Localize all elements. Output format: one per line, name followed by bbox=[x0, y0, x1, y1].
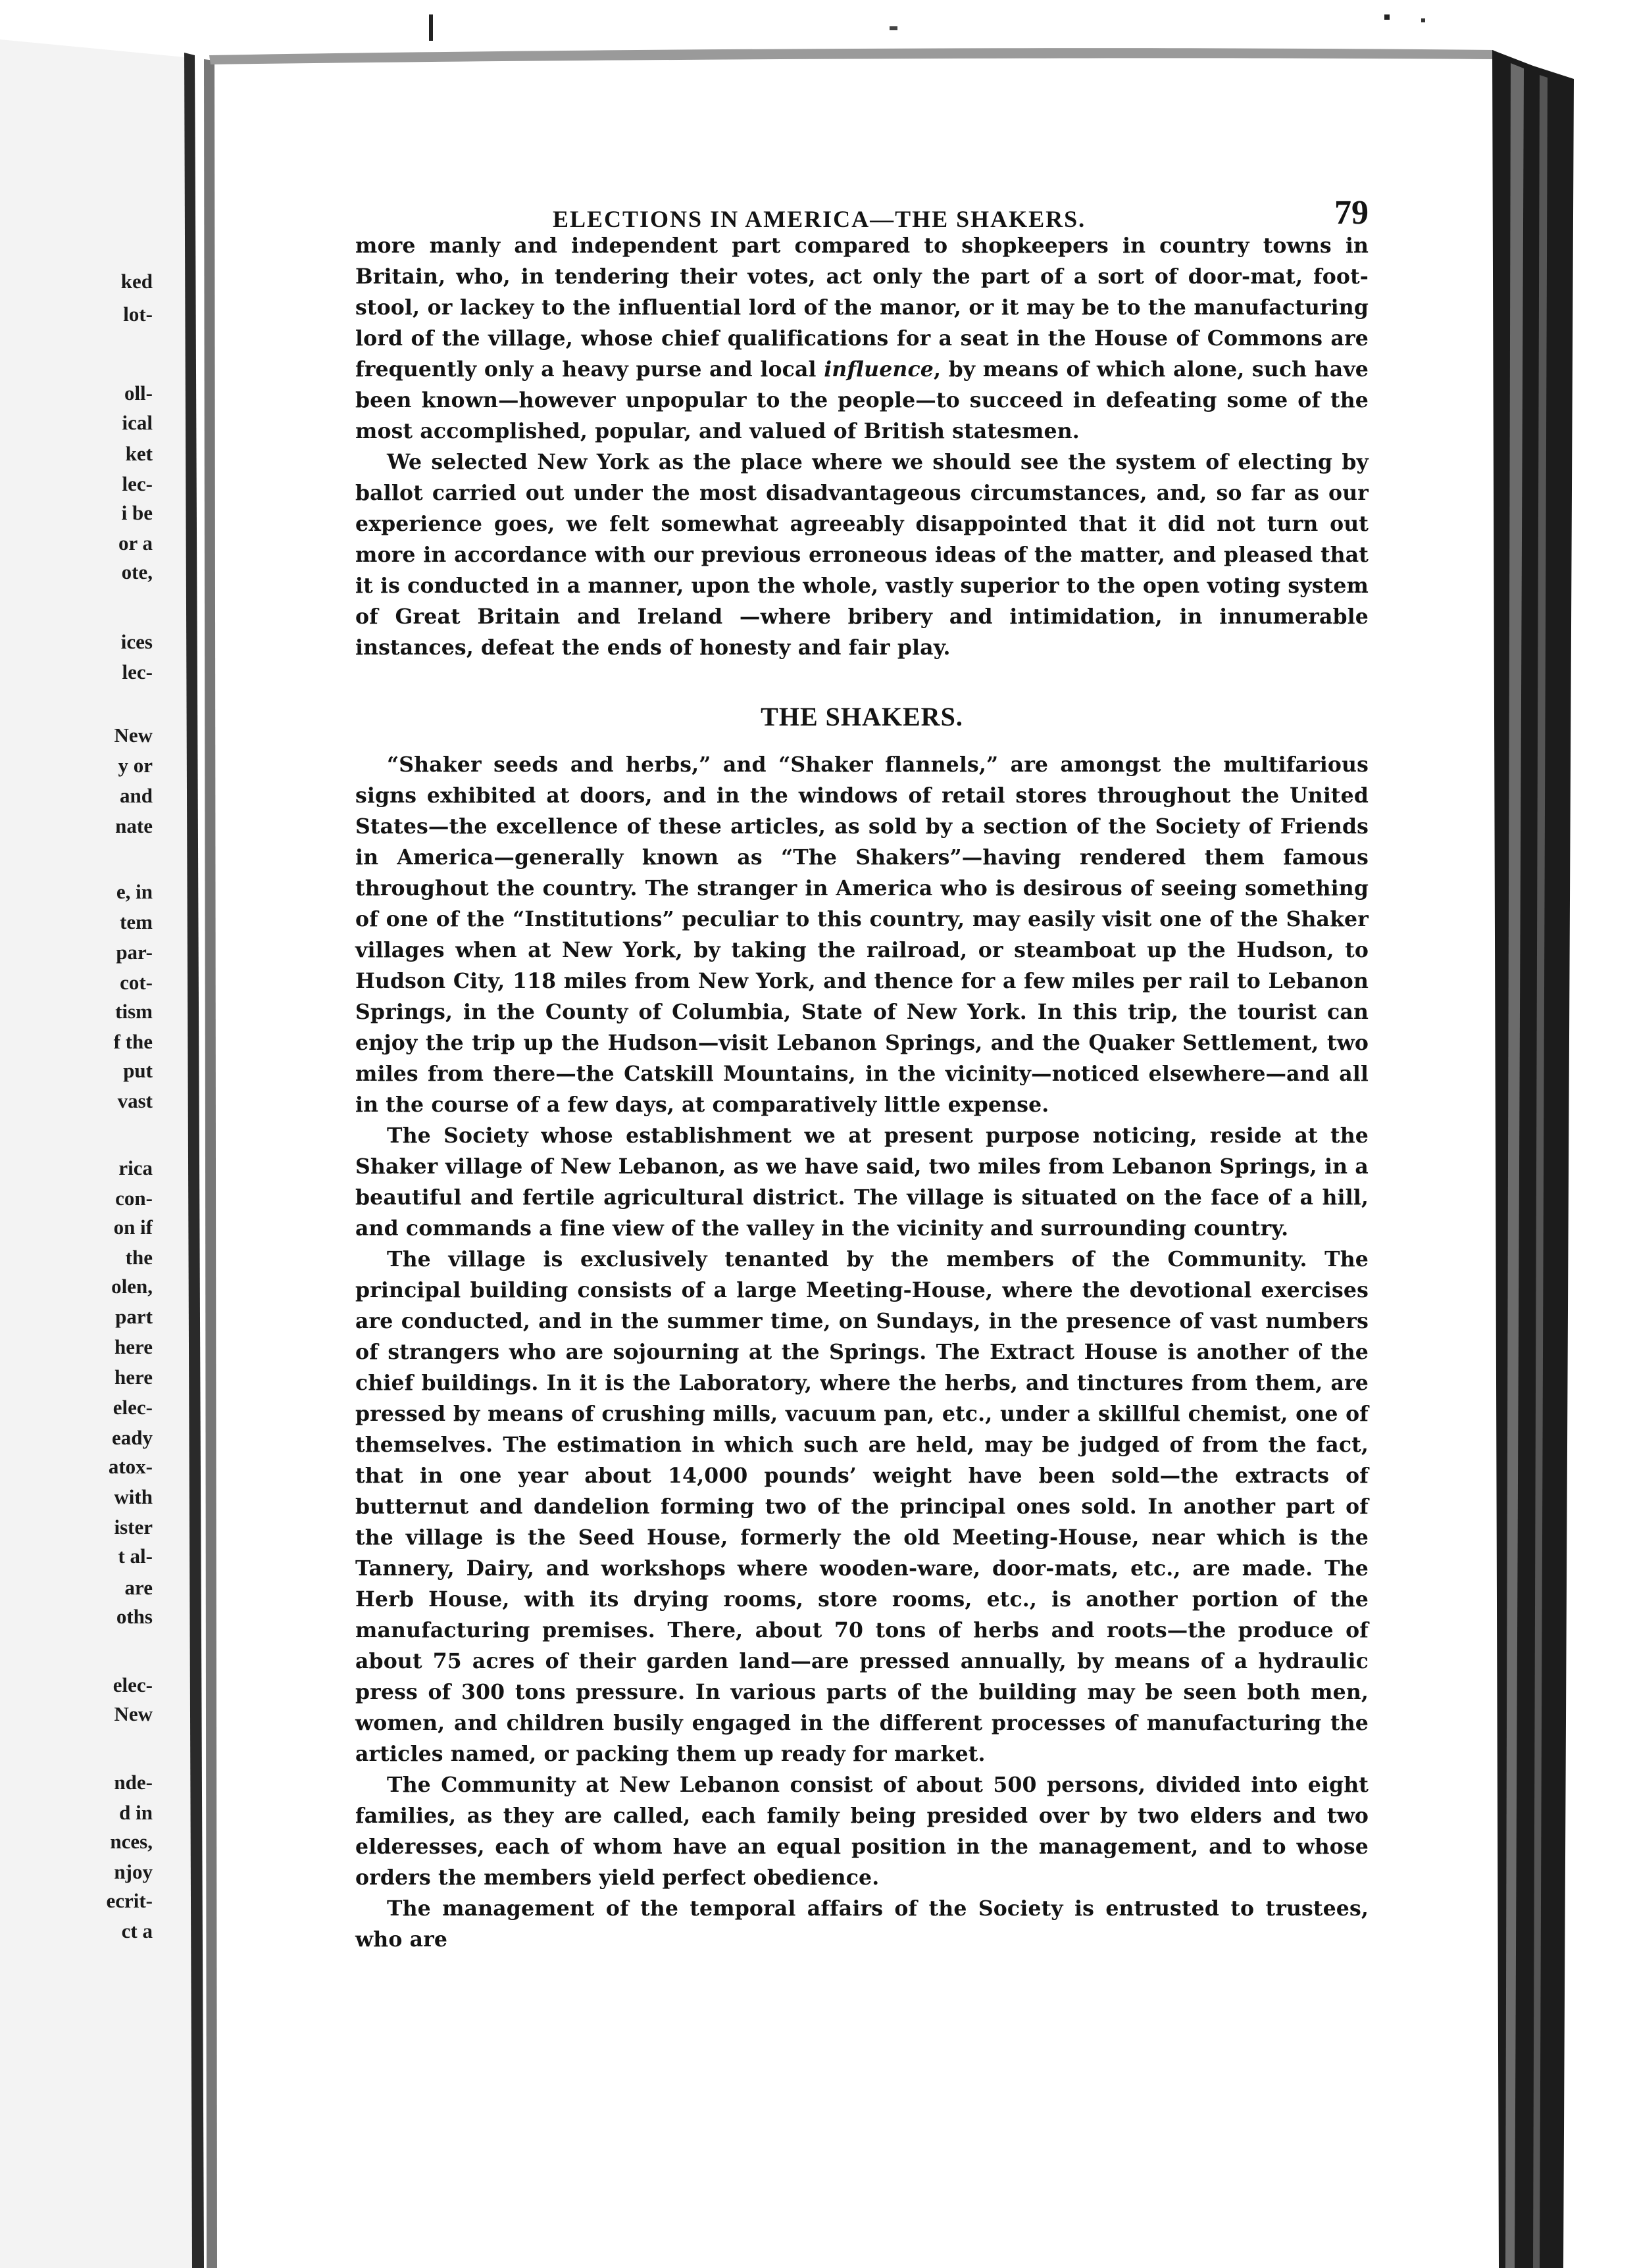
facing-page-fragment: part bbox=[115, 1305, 153, 1328]
paragraph: The Society whose establishment we at present purpose noticing, reside at the Shaker village of New Lebanon, as we have said, two miles from Lebanon Springs, in a beautiful and fertile agricultural district. The village is situated on the face of a hill, and commands a fine view of the valley in the vicinity and surrounding country. bbox=[355, 1123, 1369, 1241]
paragraphs-after bbox=[355, 749, 1369, 1955]
facing-page-fragment: rica bbox=[118, 1156, 153, 1179]
paragraph-text: more manly and independent part compared to shopkeepers in country towns in Britain, who, in tendering their votes, act only the part of a sort of door-mat, foot-stool, or lackey to the influential lord of the manor, or it may be to the manufacturing lord of the village, whose chief qualifications for a seat in the House of Commons are frequently only a heavy purse and local bbox=[355, 234, 1369, 382]
left-page-gutter-shadow bbox=[0, 39, 197, 2268]
facing-page-fragment: par- bbox=[116, 941, 153, 964]
page-number: 79 bbox=[1334, 194, 1369, 232]
facing-page-fragment: olen, bbox=[111, 1275, 153, 1298]
facing-page-fragment: and bbox=[120, 784, 153, 807]
facing-page-fragment: f the bbox=[113, 1030, 153, 1053]
paragraph-text: , by means of which alone, such have been known—however unpopular to the people—to succeed in defeating some of the most accomplished, popular, and valued of British statesmen. bbox=[355, 357, 1369, 443]
section-title: THE SHAKERS. bbox=[761, 702, 963, 731]
facing-page-fragment: ister bbox=[114, 1516, 153, 1539]
facing-page-fragment: tism bbox=[115, 1000, 153, 1023]
facing-page-fragment: ote, bbox=[121, 560, 153, 583]
facing-page-fragment: con- bbox=[115, 1187, 153, 1210]
ink-speck bbox=[429, 14, 433, 41]
facing-page-fragment: cot- bbox=[120, 971, 153, 994]
facing-page-fragment: New bbox=[114, 724, 153, 747]
facing-page-fragment: atox- bbox=[108, 1455, 153, 1478]
facing-page-fragment: are bbox=[124, 1576, 153, 1599]
facing-page-fragment: ct a bbox=[121, 1919, 153, 1942]
ink-speck bbox=[1421, 18, 1425, 22]
facing-page-fragment: elec- bbox=[113, 1396, 153, 1419]
paragraph bbox=[355, 230, 1369, 447]
facing-page-fragment: njoy bbox=[114, 1860, 153, 1883]
facing-page-fragment: lec- bbox=[122, 472, 153, 495]
emphasized-word: influence bbox=[824, 357, 934, 382]
facing-page-fragment: ket bbox=[125, 442, 153, 465]
paragraph: “Shaker seeds and herbs,” and “Shaker flannels,” are amongst the multifarious signs exhibited at doors, and in the windows of retail stores throughout the United States—the excellence of these articles, as sold by a section of the Society of Friends in America—generally known as “The Shakers”—having rendered them famous throughout the country. The stranger in America who is desirous of seeing something of one of the “Institutions” peculiar to this country, may easily visit one of the Shaker villages when at New York, by taking the railroad, or steamboat up the Hudson, to Hudson City, 118 miles from New York, and thence for a few miles per rail to Lebanon Springs, in the County of Columbia, State of New York. In this trip, the tourist can enjoy the trip up the Hudson—visit Lebanon Springs, and the Quaker Settlement, two miles from there—the Catskill Mountains, in the vicinity—noticed elsewhere—and all in the course of a few days, at comparatively little expense. bbox=[355, 752, 1369, 1117]
facing-page-fragment: with bbox=[114, 1485, 153, 1508]
facing-page-fragment: or a bbox=[118, 531, 153, 555]
facing-page-fragment: nde- bbox=[114, 1771, 153, 1794]
facing-page-fragment: nate bbox=[115, 814, 153, 837]
paragraphs-before bbox=[355, 230, 1369, 663]
facing-page-fragment: here bbox=[114, 1335, 153, 1358]
paragraph: The Community at New Lebanon consist of about 500 persons, divided into eight families, as they are called, each family being presided over by two elders and two elderesses, each of whom have an equal position in the management, and to whose orders the members yield perfect obedience. bbox=[355, 1773, 1369, 1890]
page-body bbox=[355, 230, 1369, 1955]
running-head bbox=[355, 191, 1369, 230]
facing-page-fragment: nces, bbox=[110, 1830, 153, 1853]
facing-page-fragment: ices bbox=[120, 630, 153, 653]
facing-page-fragment: ked bbox=[120, 270, 153, 293]
facing-page-fragment: i be bbox=[121, 501, 153, 524]
facing-page-fragment: eady bbox=[112, 1426, 153, 1449]
facing-page-fragment: oths bbox=[116, 1605, 153, 1628]
ink-speck bbox=[890, 26, 897, 30]
running-head-title: ELECTIONS IN AMERICA—THE SHAKERS. bbox=[553, 206, 1086, 232]
facing-page-fragment: y or bbox=[118, 754, 153, 777]
paragraph: The management of the temporal affairs of the Society is entrusted to trustees, who are bbox=[355, 1896, 1369, 1952]
book-binding-right bbox=[1492, 50, 1574, 2268]
facing-page-fragment: d in bbox=[119, 1801, 153, 1824]
facing-page-fragment: vast bbox=[117, 1089, 153, 1112]
facing-page-fragment: t al- bbox=[118, 1544, 153, 1567]
facing-page-fragment: New bbox=[114, 1702, 153, 1725]
facing-page-fragment: on if bbox=[113, 1216, 153, 1239]
paragraph-text: We selected New York as the place where we should see the system of electing by ballot carried out under the most disadvantageous circumstances, and, so far as our experience goes, we felt somewhat agreeably disappointed that it did not turn out more in accordance with our previous erroneous ideas of the matter, and pleased that it is conducted in a manner, upon the whole, vastly superior to the open voting system of Great Britain and Ireland —where bribery and intimidation, in innumerable instances, defeat the ends of honesty and fair play. bbox=[355, 450, 1369, 660]
facing-page-fragment: elec- bbox=[113, 1673, 153, 1696]
book-page bbox=[355, 191, 1369, 1955]
facing-page-fragment: ical bbox=[122, 411, 153, 434]
facing-page-fragment: lec- bbox=[122, 660, 153, 683]
facing-page-fragment: oll- bbox=[124, 382, 153, 405]
facing-page-fragment: lot- bbox=[123, 303, 153, 326]
facing-page-fragment: the bbox=[125, 1246, 153, 1269]
facing-page-fragment: ecrit- bbox=[106, 1889, 153, 1912]
ink-speck bbox=[1384, 14, 1390, 20]
paragraph bbox=[355, 447, 1369, 663]
facing-page-fragment: here bbox=[114, 1366, 153, 1389]
paragraph: The village is exclusively tenanted by the members of the Community. The principal building consists of a large Meeting-House, where the devotional exercises are conducted, and in the summer time, on Sundays, in the presence of vast numbers of strangers who are sojourning at the Springs. The Extract House is another of the chief buildings. In it is the Laboratory, where the herbs, and tinctures from them, are pressed by means of crushing mills, vacuum pan, etc., under a skillful chemist, one of themselves. The estimation in which such are held, may be judged of from the fact, that in one year about 14,000 pounds’ weight have been sold—the extracts of butternut and dandelion forming two of the principal ones sold. In another part of the village is the Seed House, formerly the old Meeting-House, near which is the Tannery, Dairy, and workshops where wooden-ware, door-mats, etc., are made. The Herb House, with its drying rooms, store rooms, etc., is another portion of the manufacturing premises. There, about 70 tons of herbs and roots—the produce of about 75 acres of their garden land—are pressed annually, by means of a hydraulic press of 300 tons pressure. In various parts of the building may be seen both men, women, and children busily engaged in the different processes of manufacturing the articles named, or packing them up ready for market. bbox=[355, 1247, 1369, 1766]
facing-page-fragment: tem bbox=[120, 910, 153, 933]
facing-page-fragment: put bbox=[123, 1059, 153, 1082]
facing-page-fragment: e, in bbox=[116, 880, 153, 903]
